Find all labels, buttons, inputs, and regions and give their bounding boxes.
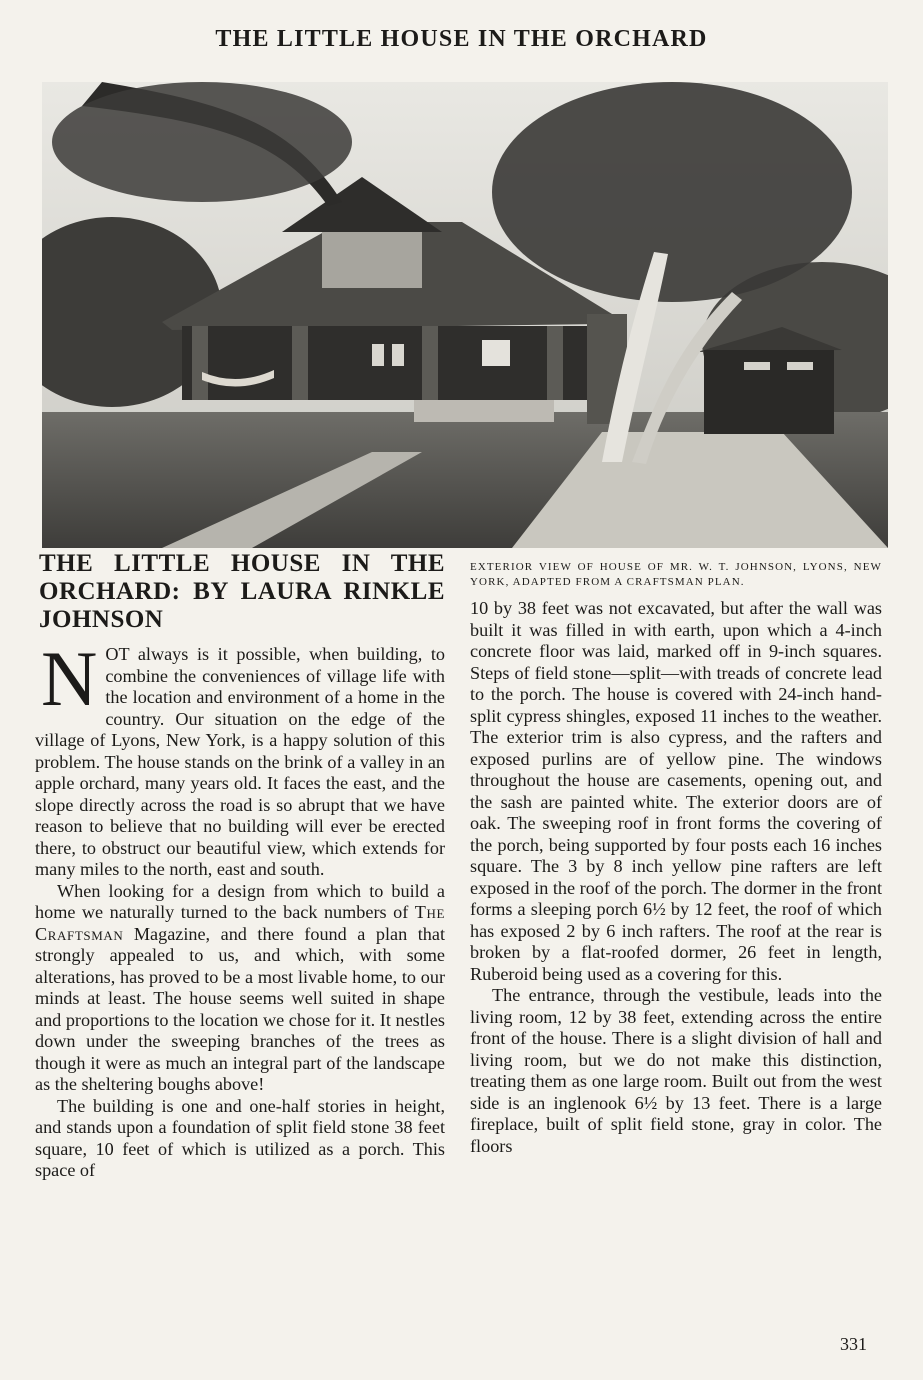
first-word-rest: OT: [105, 644, 130, 664]
article-title: THE LITTLE HOUSE IN THE ORCHARD: BY LAURA RINKLE JOHNSON: [39, 550, 445, 633]
right-column: [470, 560, 882, 1157]
paragraph-2: [35, 881, 445, 1096]
paragraph-3: The building is one and one-half stories in height, and stands upon a foundation of split field stone 38 feet square, 10 feet of which is utilized as a porch. This space of: [35, 1095, 445, 1180]
photo-caption: EXTERIOR VIEW OF HOUSE OF MR. W. T. JOHNSON, LYONS, NEW YORK, ADAPTED FROM A CRAFTSMAN PLAN.: [470, 561, 882, 588]
paragraph-1-text: always is it possible, when building, to combine the conveniences of village life with the location and environment of a home in the country. Our situation on the edge of the village of Lyons, New York, is a happy solution of this problem. The house stands on the brink of a valley in an apple orchard, many years old. It faces the east, and the slope directly across the road is so abrupt that we have reason to believe that no building will ever be erected there, to obstruct our beautiful view, which extends for many miles to the north, east and south.: [35, 644, 445, 879]
page-number: 331: [840, 1334, 867, 1354]
paragraph-5: The entrance, through the vestibule, leads into the living room, 12 by 38 feet, extending across the entire front of the house. There is a slight division of hall and living room, but we do not make this distinction, treating them as one large room. Built out from the west side is an inglenook 6½ by 13 feet. There is a large fireplace, built of split field stone, gray in color. The floors: [470, 985, 882, 1156]
paragraph-4: 10 by 38 feet was not excavated, but after the wall was built it was filled in with earth, upon which a 4-inch concrete floor was laid, marked off in 9-inch squares. Steps of field stone—split—with treads of concrete lead to the porch. The house is covered with 24-inch hand-split cypress shingles, exposed 11 inches to the weather. The exterior trim is also cypress, and the rafters and exposed purlins are of yellow pine. The windows throughout the house are casements, opening out, and the sash are painted white. The exterior doors are of oak. The sweeping roof in front forms the covering of the porch, being supported by four posts each 16 inches square. The 3 by 8 inch yellow pine rafters are left exposed in the roof of the porch. The dormer in the front forms a sleeping porch 6½ by 12 feet, the roof of which has exposed 2 by 6 inch rafters. The roof at the rear is broken by a flat-roofed dormer, 26 feet in length, Ruberoid being used as a covering for this.: [470, 598, 882, 984]
house-photograph: [42, 82, 888, 548]
paragraph-2-text-b: Magazine, and there found a plan that strongly appealed to us, and which, with some alterations, has proved to be a most livable home, to our minds at least. The house seems well suited in shape and proportions to the location we chose for it. It nestles down under the sweeping branches of the trees as though it were as much an integral part of the landscape as the sheltering boughs above!: [35, 923, 445, 1094]
left-column: [35, 550, 445, 1182]
paragraph-1: [35, 635, 445, 881]
magazine-name: The Craftsman: [35, 902, 445, 944]
drop-cap: N: [41, 635, 98, 722]
running-head: THE LITTLE HOUSE IN THE ORCHARD: [215, 26, 708, 52]
paragraph-2-text-a: When looking for a design from which to build a home we naturally turned to the back numbers of: [35, 880, 445, 922]
